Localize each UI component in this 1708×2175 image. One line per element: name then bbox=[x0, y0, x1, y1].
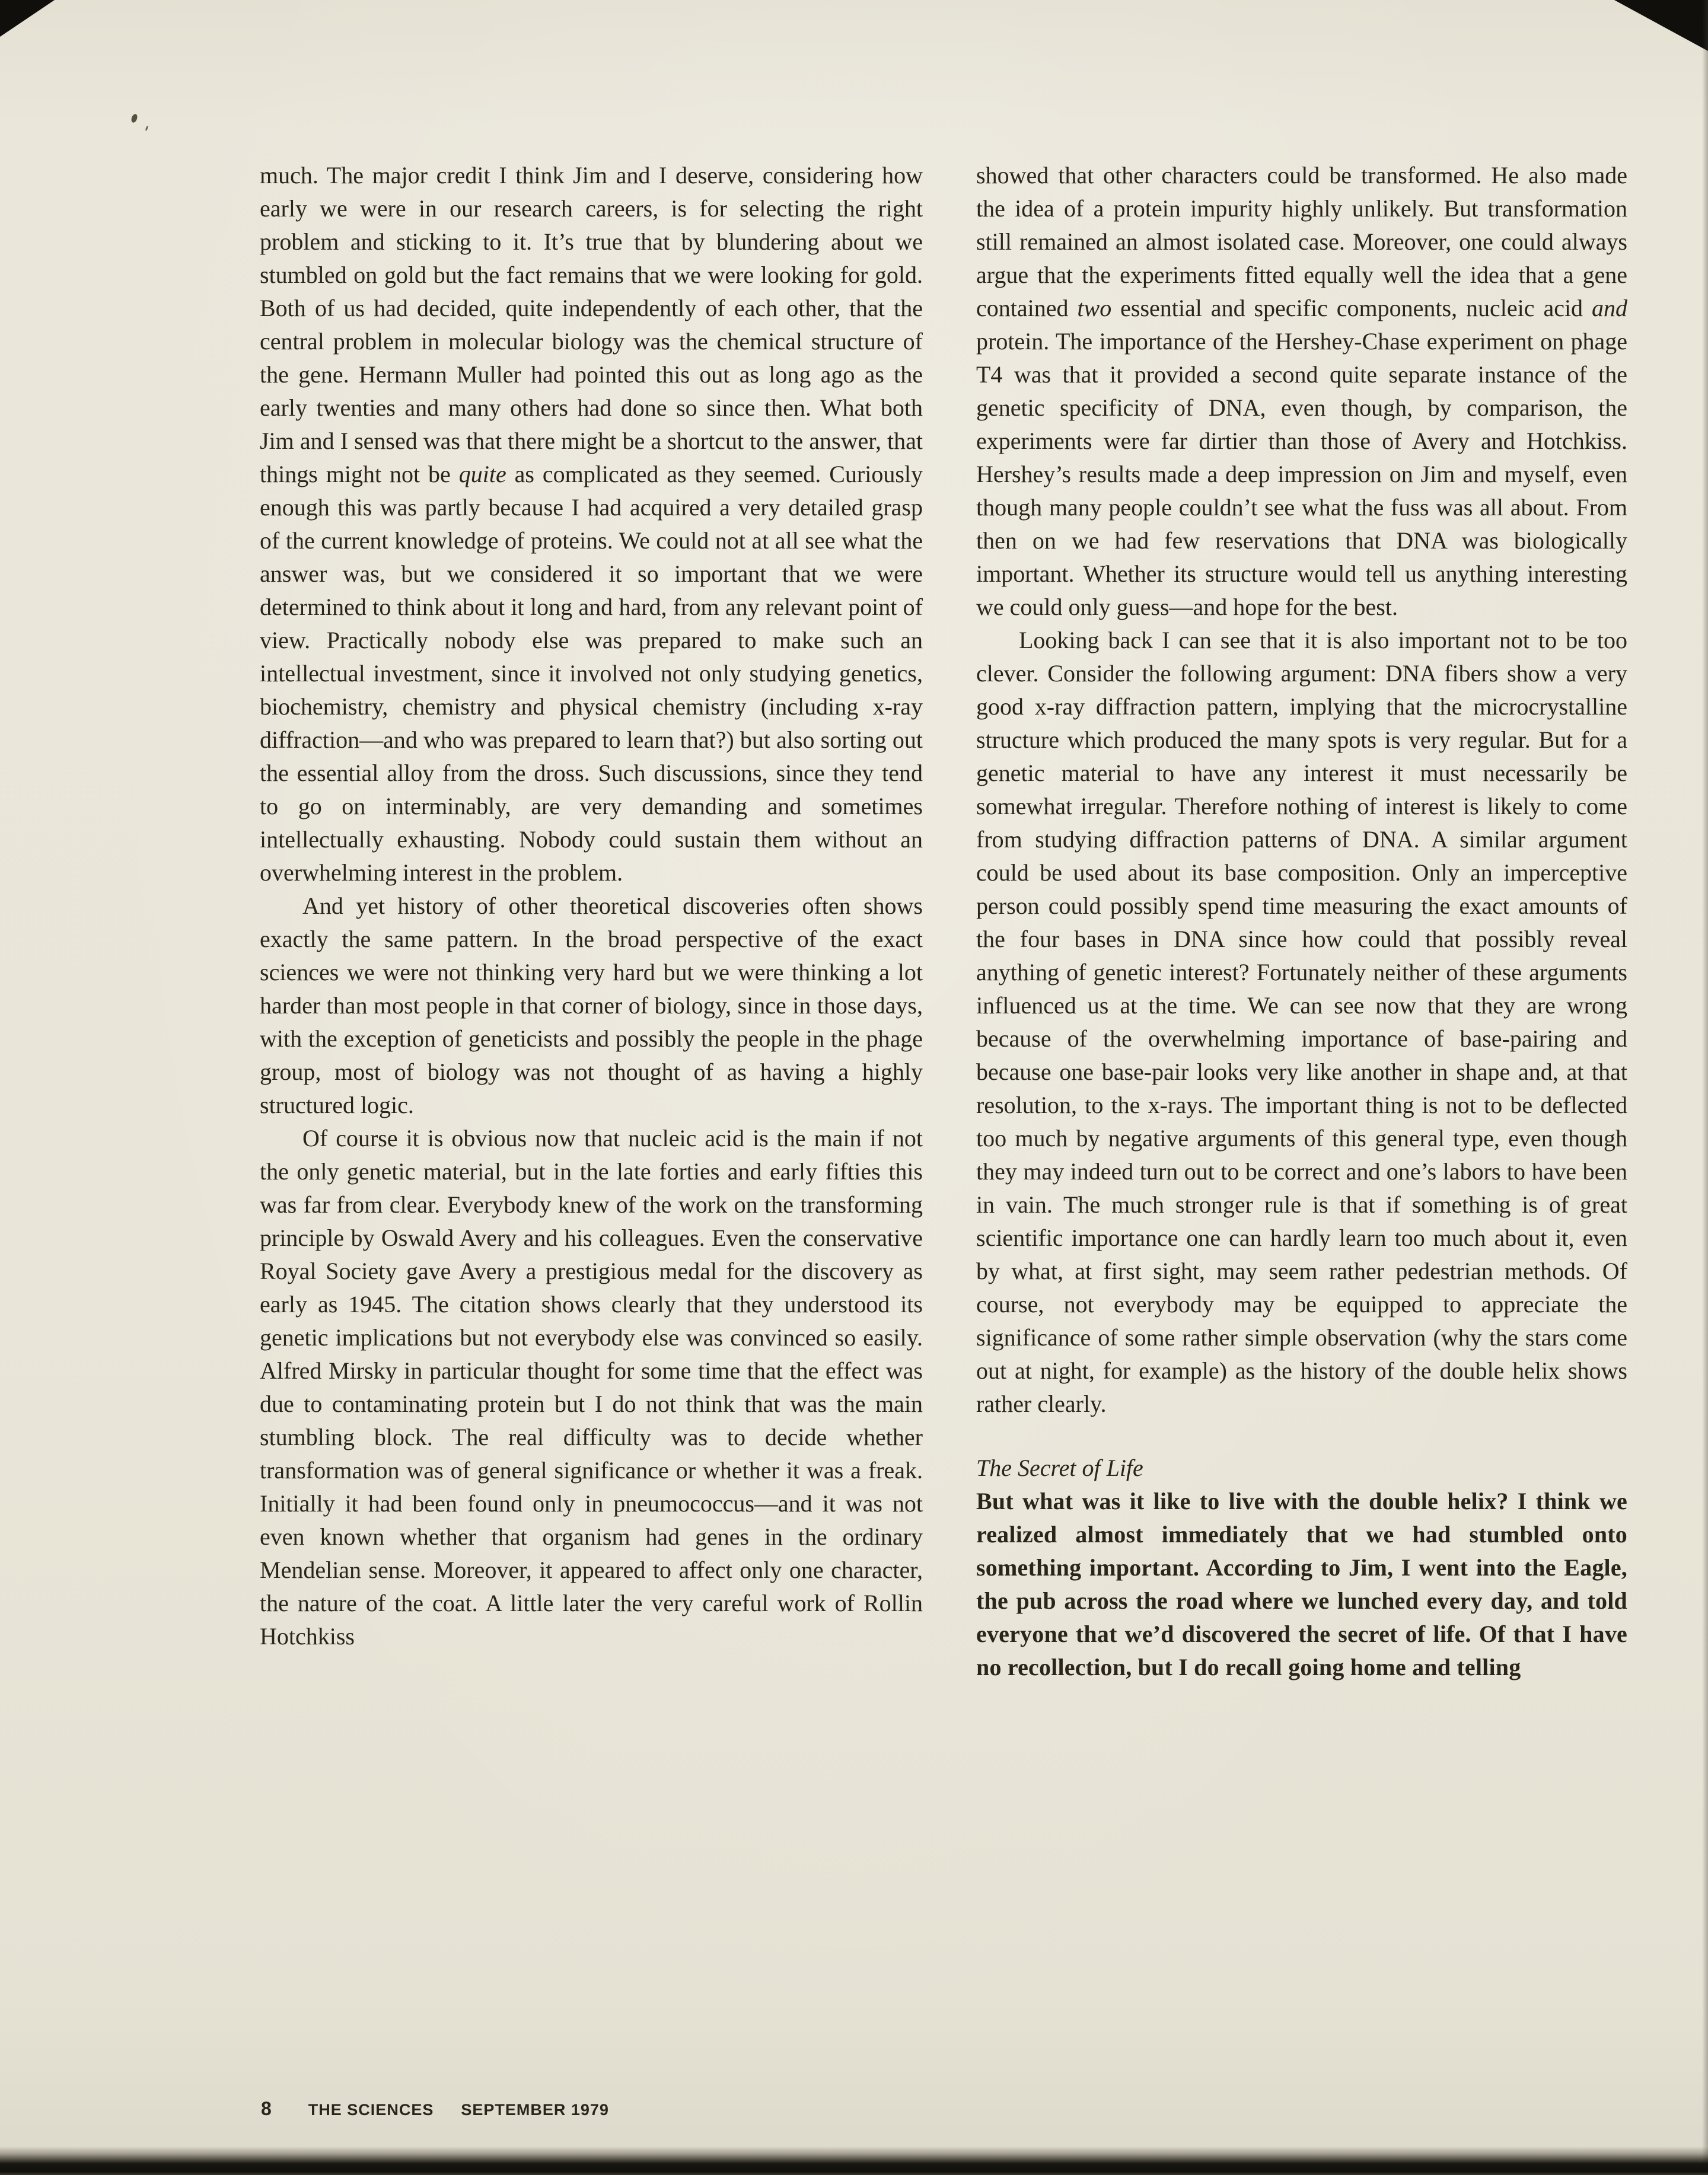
left-column bbox=[260, 159, 923, 1684]
article-body bbox=[260, 159, 1627, 1684]
scan-corner-top-right bbox=[1614, 0, 1708, 51]
paragraph: showed that other characters could be transformed. He also made the idea of a protein impurity highly unlikely. But transformation still remained an almost isolated case. Moreover, one could always argue that the experiments fitted equally well the idea that a gene contained two essential and specific components, nucleic acid and protein. The importance of the Hershey-Chase experiment on phage T4 was that it provided a second quite separate instance of the genetic specificity of DNA, even though, by comparison, the experiments were far dirtier than those of Avery and Hotchkiss. Hershey’s results made a deep impression on Jim and myself, even though many people couldn’t see what the fuss was all about. From then on we had few reservations that DNA was biologically important. Whether its structure would tell us anything interesting we could only guess—and hope for the best. bbox=[976, 162, 1627, 620]
right-column bbox=[976, 159, 1627, 1684]
scan-corner-top-left bbox=[0, 0, 55, 37]
paragraph: Of course it is obvious now that nucleic acid is the main if not the only genetic material, but in the late forties and early fifties this was far from clear. Everybody knew of the work on the transforming principle by Oswald Avery and his colleagues. Even the conservative Royal Society gave Avery a prestigious medal for the discovery as early as 1945. The citation shows clearly that they understood its genetic implications but not everybody else was convinced so easily. Alfred Mirsky in particular thought for some time that the effect was due to contaminating protein but I do not think that was the main stumbling block. The real difficulty was to decide whether transformation was of general significance or whether it was a freak. Initially it had been found only in pneumococcus—and it was not even known whether that organism had genes in the ordinary Mendelian sense. Moreover, it appeared to affect only one character, the nature of the coat. A little later the very careful work of Rollin Hotchkiss bbox=[260, 1125, 923, 1650]
paragraph: much. The major credit I think Jim and I deserve, considering how early we were in our research careers, is for selecting the right problem and sticking to it. It’s true that by blundering about we stumbled on gold but the fact remains that we were looking for gold. Both of us had decided, quite independently of each other, that the central problem in molecular biology was the chemical structure of the gene. Hermann Muller had pointed this out as long ago as the early twenties and many others had done so since then. What both Jim and I sensed was that there might be a shortcut to the answer, that things might not be quite as complicated as they seemed. Curiously enough this was partly because I had acquired a very detailed grasp of the current knowledge of proteins. We could not at all see what the answer was, but we considered it so important that we were determined to think about it long and hard, from any relevant point of view. Practically nobody else was prepared to make such an intellectual investment, since it involved not only studying genetics, biochemistry, chemistry and physical chemistry (including x-ray diffraction—and who was prepared to learn that?) but also sorting out the essential alloy from the dross. Such discussions, since they tend to go on interminably, are very demanding and sometimes intellectually exhausting. Nobody could sustain them without an overwhelming interest in the problem. bbox=[260, 162, 923, 886]
paragraph: And yet history of other theoretical discoveries often shows exactly the same pattern. In the broad perspective of the exact sciences we were not thinking very hard but we were thinking a lot harder than most people in that corner of biology, since in those days, with the exception of geneticists and possibly the people in the phage group, most of biology was not thought of as having a highly structured logic. bbox=[260, 892, 923, 1118]
section-heading: The Secret of Life bbox=[976, 1455, 1143, 1481]
publication-name: THE SCIENCES bbox=[308, 2101, 434, 2119]
paragraph: Looking back I can see that it is also important not to be too clever. Consider the following argument: DNA fibers show a very good x-ray diffraction pattern, implying that the microcrystalline structure which produced the many spots is very regular. But for a genetic material to have any interest it must necessarily be somewhat irregular. Therefore nothing of interest is likely to come from studying diffraction patterns of DNA. A similar argument could be used about its base composition. Only an imperceptive person could possibly spend time measuring the exact amounts of the four bases in DNA since how could that possibly reveal anything of genetic interest? Fortunately neither of these arguments influenced us at the time. We can see now that they are wrong because of the overwhelming importance of base-pairing and because one base-pair looks very like another in shape and, at that resolution, to the x-rays. The important thing is not to be deflected too much by negative arguments of this general type, even though they may indeed turn out to be correct and one’s labors to have been in vain. The much stronger rule is that if something is of great scientific importance one can hardly learn too much about it, even by what, at first sight, may seem rather pedestrian methods. Of course, not everybody may be equipped to appreciate the significance of some rather simple observation (why the stars come out at night, for example) as the history of the double helix shows rather clearly. bbox=[976, 627, 1627, 1417]
page-footer bbox=[261, 2098, 609, 2120]
issue-date: SEPTEMBER 1979 bbox=[461, 2101, 609, 2119]
paragraph: But what was it like to live with the double helix? I think we realized almost immediately that we had stumbled onto something important. According to Jim, I went into the Eagle, the pub across the road where we lunched every day, and told everyone that we’d discovered the secret of life. Of that I have no recollection, but I do recall going home and telling bbox=[976, 1488, 1627, 1680]
page-number: 8 bbox=[261, 2098, 272, 2119]
scan-edge-right bbox=[1702, 0, 1708, 2175]
scan-smudge bbox=[130, 113, 138, 123]
scan-edge-bottom bbox=[0, 2147, 1708, 2175]
